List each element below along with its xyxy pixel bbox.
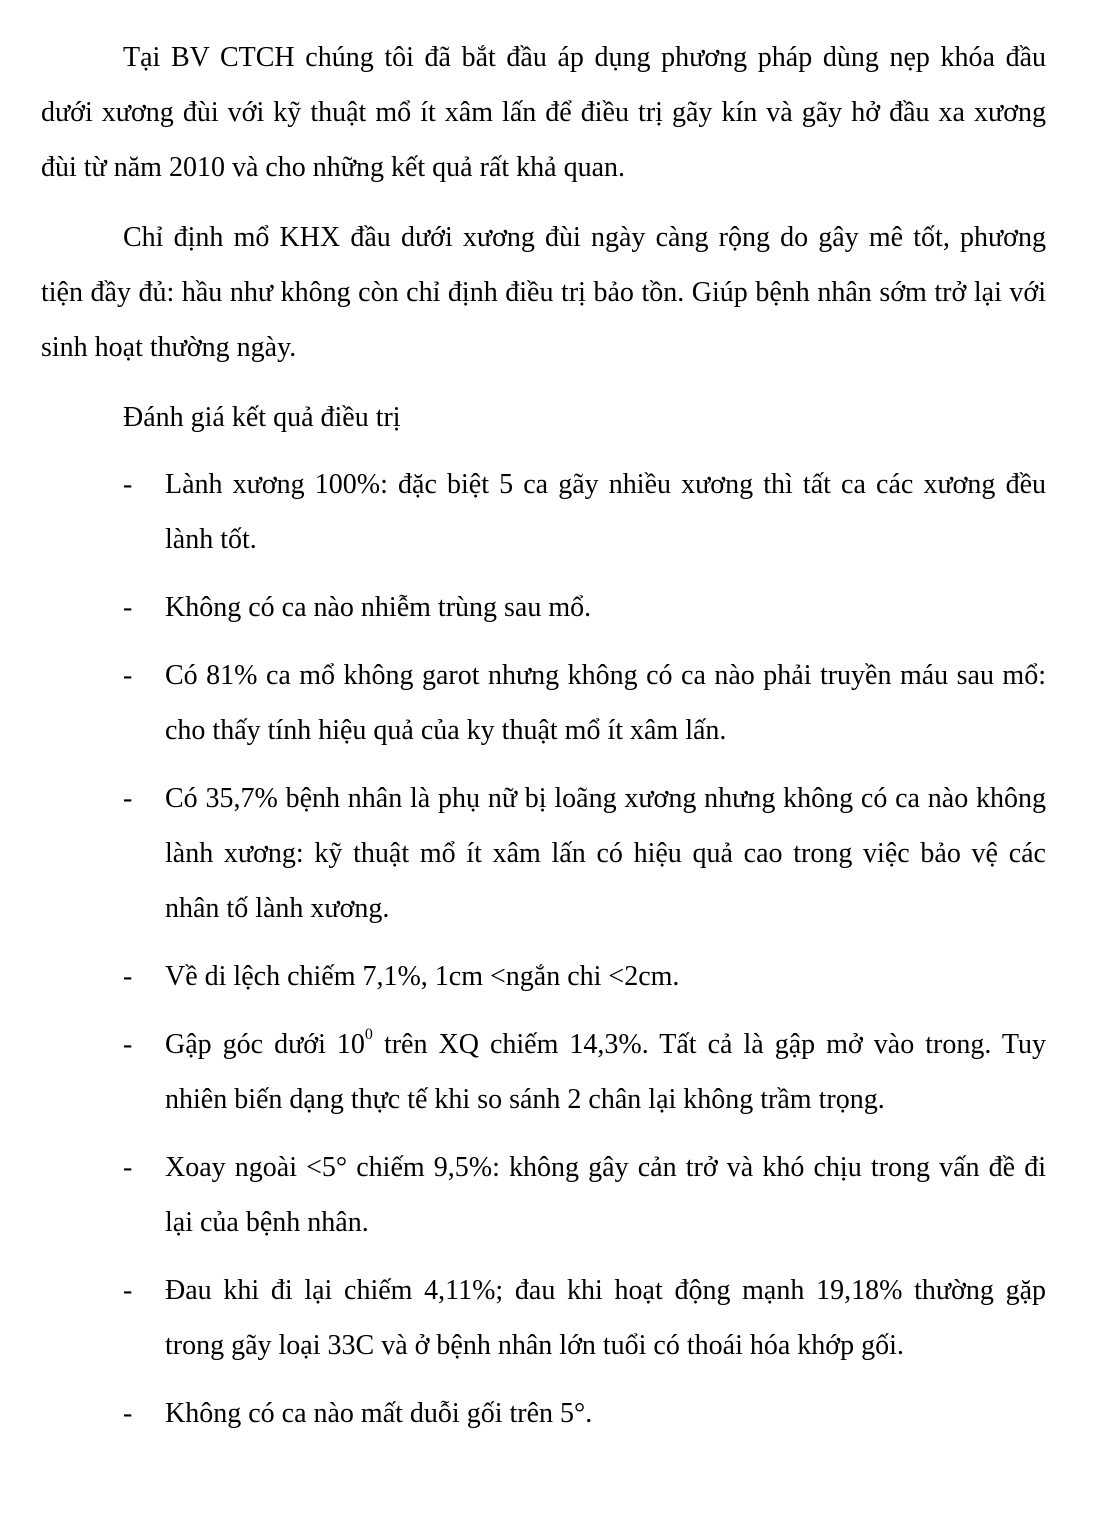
list-item [41,580,1046,635]
bullet-dash: - [123,1398,133,1429]
bullet-dash: - [123,660,133,691]
indication-paragraph: Chỉ định mổ KHX đầu dưới xương đùi ngày càng rộng do gây mê tốt, phương tiện đầy đủ: hầu như không còn chỉ định điều trị bảo tồn. Giúp bệnh nhân sớm trở lại với sinh hoạt thường ngày. [41,222,1046,363]
document-page [41,30,1046,1454]
list-item-text: Về di lệch chiếm 7,1%, 1cm <ngắn chi <2cm. [165,961,680,992]
list-item-text: Có 81% ca mổ không garot nhưng không có ca nào phải truyền máu sau mổ: cho thấy tính hiệu quả của ky thuật mổ ít xâm lấn. [165,660,1046,746]
bullet-dash: - [123,1029,133,1060]
list-item [41,648,1046,758]
section-heading: Đánh giá kết quả điều trị [123,402,401,433]
list-item [41,1263,1046,1373]
list-item [41,949,1046,1004]
list-item-text [165,1017,1046,1127]
bullet-dash: - [123,469,133,500]
bullet-dash: - [123,783,133,814]
list-item [41,457,1046,567]
bullet-dash: - [123,1275,133,1306]
intro-paragraph: Tại BV CTCH chúng tôi đã bắt đầu áp dụng phương pháp dùng nẹp khóa đầu dưới xương đùi với kỹ thuật mổ ít xâm lấn để điều trị gãy kín và gãy hở đầu xa xương đùi từ năm 2010 và cho những kết quả rất khả quan. [41,42,1046,183]
list-item-text: Không có ca nào nhiễm trùng sau mổ. [165,592,592,623]
bullet-dash: - [123,592,133,623]
bullet-dash: - [123,961,133,992]
list-item-text: Có 35,7% bệnh nhân là phụ nữ bị loãng xương nhưng không có ca nào không lành xương: kỹ thuật mổ ít xâm lấn có hiệu quả cao trong việc bảo vệ các nhân tố lành xương. [165,783,1046,924]
list-item [41,1140,1046,1250]
list-item [41,1386,1046,1441]
list-item-text: Đau khi đi lại chiếm 4,11%; đau khi hoạt động mạnh 19,18% thường gặp trong gãy loại 33C và ở bệnh nhân lớn tuổi có thoái hóa khớp gối. [165,1275,1046,1361]
list-item-text-end: trên XQ chiếm 14,3%. Tất cả là gập mở vào trong. Tuy nhiên biến dạng thực tế khi so sánh 2 chân lại không trầm trọng. [165,1029,1046,1115]
list-item-text: Lành xương 100%: đặc biệt 5 ca gãy nhiều xương thì tất ca các xương đều lành tốt. [165,469,1046,555]
bullet-dash: - [123,1152,133,1183]
list-item [41,771,1046,936]
list-item-text: Xoay ngoài <5° chiếm 9,5%: không gây cản trở và khó chịu trong vấn đề đi lại của bệnh nhân. [165,1152,1046,1238]
list-item-text-start: Gập góc dưới 10 [165,1029,365,1060]
results-list [41,457,1046,1441]
list-item-text: Không có ca nào mất duỗi gối trên 5°. [165,1398,593,1429]
degree-superscript: 0 [364,1025,373,1043]
list-item [41,1017,1046,1127]
